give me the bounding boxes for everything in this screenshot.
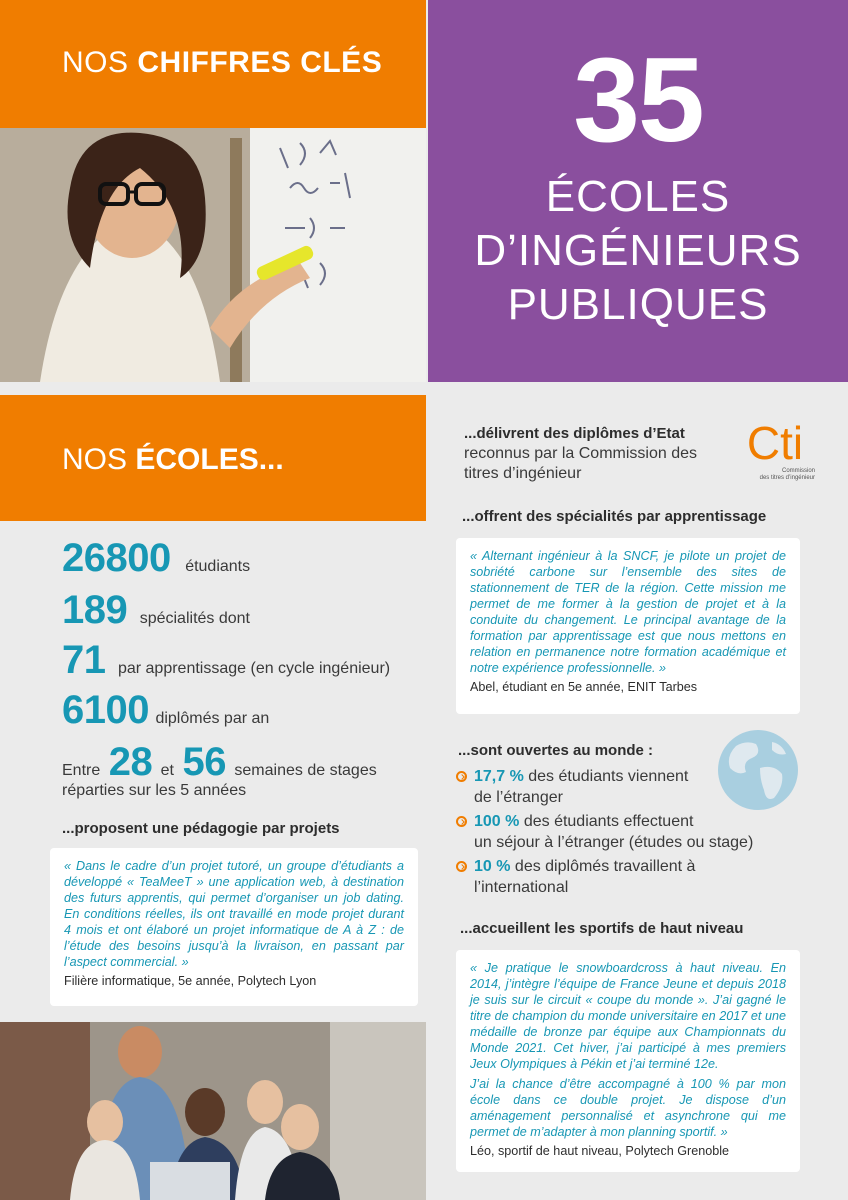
sport-author: Léo, sportif de haut niveau, Polytech Grenoble [470, 1144, 730, 1158]
cti-logo: Cti Commission des titres d’ingénieur [746, 417, 815, 481]
schools-count: 35 [573, 33, 703, 167]
header-banner [0, 0, 426, 128]
world-item-2: 100 % des étudiants effectuent un séjour à l’étranger (études ou stage) [458, 811, 753, 853]
highlight-line-2: D’INGÉNIEURS [474, 226, 802, 275]
stat-students: 26800 étudiants [62, 536, 251, 580]
student-photo [0, 128, 426, 382]
pedagogy-author: Filière informatique, 5e année, Polytech Lyon [64, 974, 317, 988]
section-banner [0, 395, 426, 521]
chevron-bullet-icon [456, 861, 467, 872]
world-item-3: 10 % des diplômés travaillent à l’international [458, 856, 695, 898]
stat-apprenticeship: 71 par apprentissage (en cycle ingénieur) [62, 638, 391, 682]
globe-icon [716, 728, 800, 812]
students-group-illustration [0, 1022, 426, 1200]
stat-internship-line2: réparties sur les 5 années [62, 782, 247, 799]
diplomas-heading: ...délivrent des diplômes d’Etat [464, 425, 685, 442]
apprenticeship-author: Abel, étudiant en 5e année, ENIT Tarbes [470, 680, 698, 694]
stat-graduates: 6100 diplômés par an [62, 688, 270, 732]
highlight-line-1: ÉCOLES [545, 172, 731, 221]
page-title: NOS CHIFFRES CLÉS [62, 46, 383, 79]
pedagogy-quote: « Dans le cadre d’un projet tutoré, un groupe d’étudiants a développé « TeaMeeT » une application web, à destination des futurs apprentis, qui permet d’organiser un job dating. En conditions réelles, ils ont travaillé en mode projet durant 4 mois et ont élaboré un projet informatique de A à Z : de l’étude des besoins jusqu’à la livraison, en passant par l’aspect commercial. » [64, 859, 404, 969]
highlight-line-3: PUBLIQUES [507, 280, 769, 329]
apprenticeship-quote: « Alternant ingénieur à la SNCF, je pilote un projet de sobriété carbone sur l’ensemble des sites de stationnement de TER de la région. Cette mission me permet de me former à la gestion de projet et à la conduite du changement. Le principal avantage de la formation par apprentissage est que nous mettons en relation en permanence notre formation académique et notre expérience professionnelle. » [470, 549, 786, 675]
chevron-bullet-icon [456, 816, 467, 827]
section-title: NOS ÉCOLES... [62, 443, 284, 476]
pedagogy-heading: ...proposent une pédagogie par projets [62, 820, 340, 837]
diplomas-text: reconnus par la Commission des titres d’ingénieur [464, 445, 697, 482]
world-heading: ...sont ouvertes au monde : [458, 742, 654, 759]
students-group-photo [0, 1022, 426, 1200]
chevron-bullet-icon [456, 771, 467, 782]
stat-internship: Entre 28 et 56 semaines de stages [62, 740, 377, 784]
world-item-1: 17,7 % des étudiants viennent de l’étranger [458, 766, 688, 808]
sport-quote-part1: « Je pratique le snowboardcross à haut niveau. En 2014, j’intègre l’équipe de France Jeune et depuis 2018 je suis sur le circuit « coupe du monde ». J’ai gagné le titre de champion du monde universitaire en 2017 et une médaille de bronze par équipe aux Championnats du Monde 2021. Cet hiver, j’ai participé à mes premiers Jeux Olympiques à Pékin et j’ai terminé 12e. [470, 961, 786, 1071]
pedagogy-quote-card [50, 848, 418, 1006]
apprenticeship-heading: ...offrent des spécialités par apprentissage [462, 508, 767, 525]
sport-heading: ...accueillent les sportifs de haut niveau [460, 920, 744, 937]
student-whiteboard-illustration [0, 128, 426, 382]
highlight-panel [428, 0, 848, 382]
sport-quote-part2: J’ai la chance d’être accompagné à 100 % par mon école dans ce double projet. Je dispose d’un aménagement personnalisé et asynchrone qui me permet de m’adapter à mon planning sportif. » [470, 1077, 786, 1139]
sport-quote-card [456, 950, 800, 1172]
apprenticeship-quote-card [456, 538, 800, 714]
stat-specialties: 189 spécialités dont [62, 588, 250, 632]
